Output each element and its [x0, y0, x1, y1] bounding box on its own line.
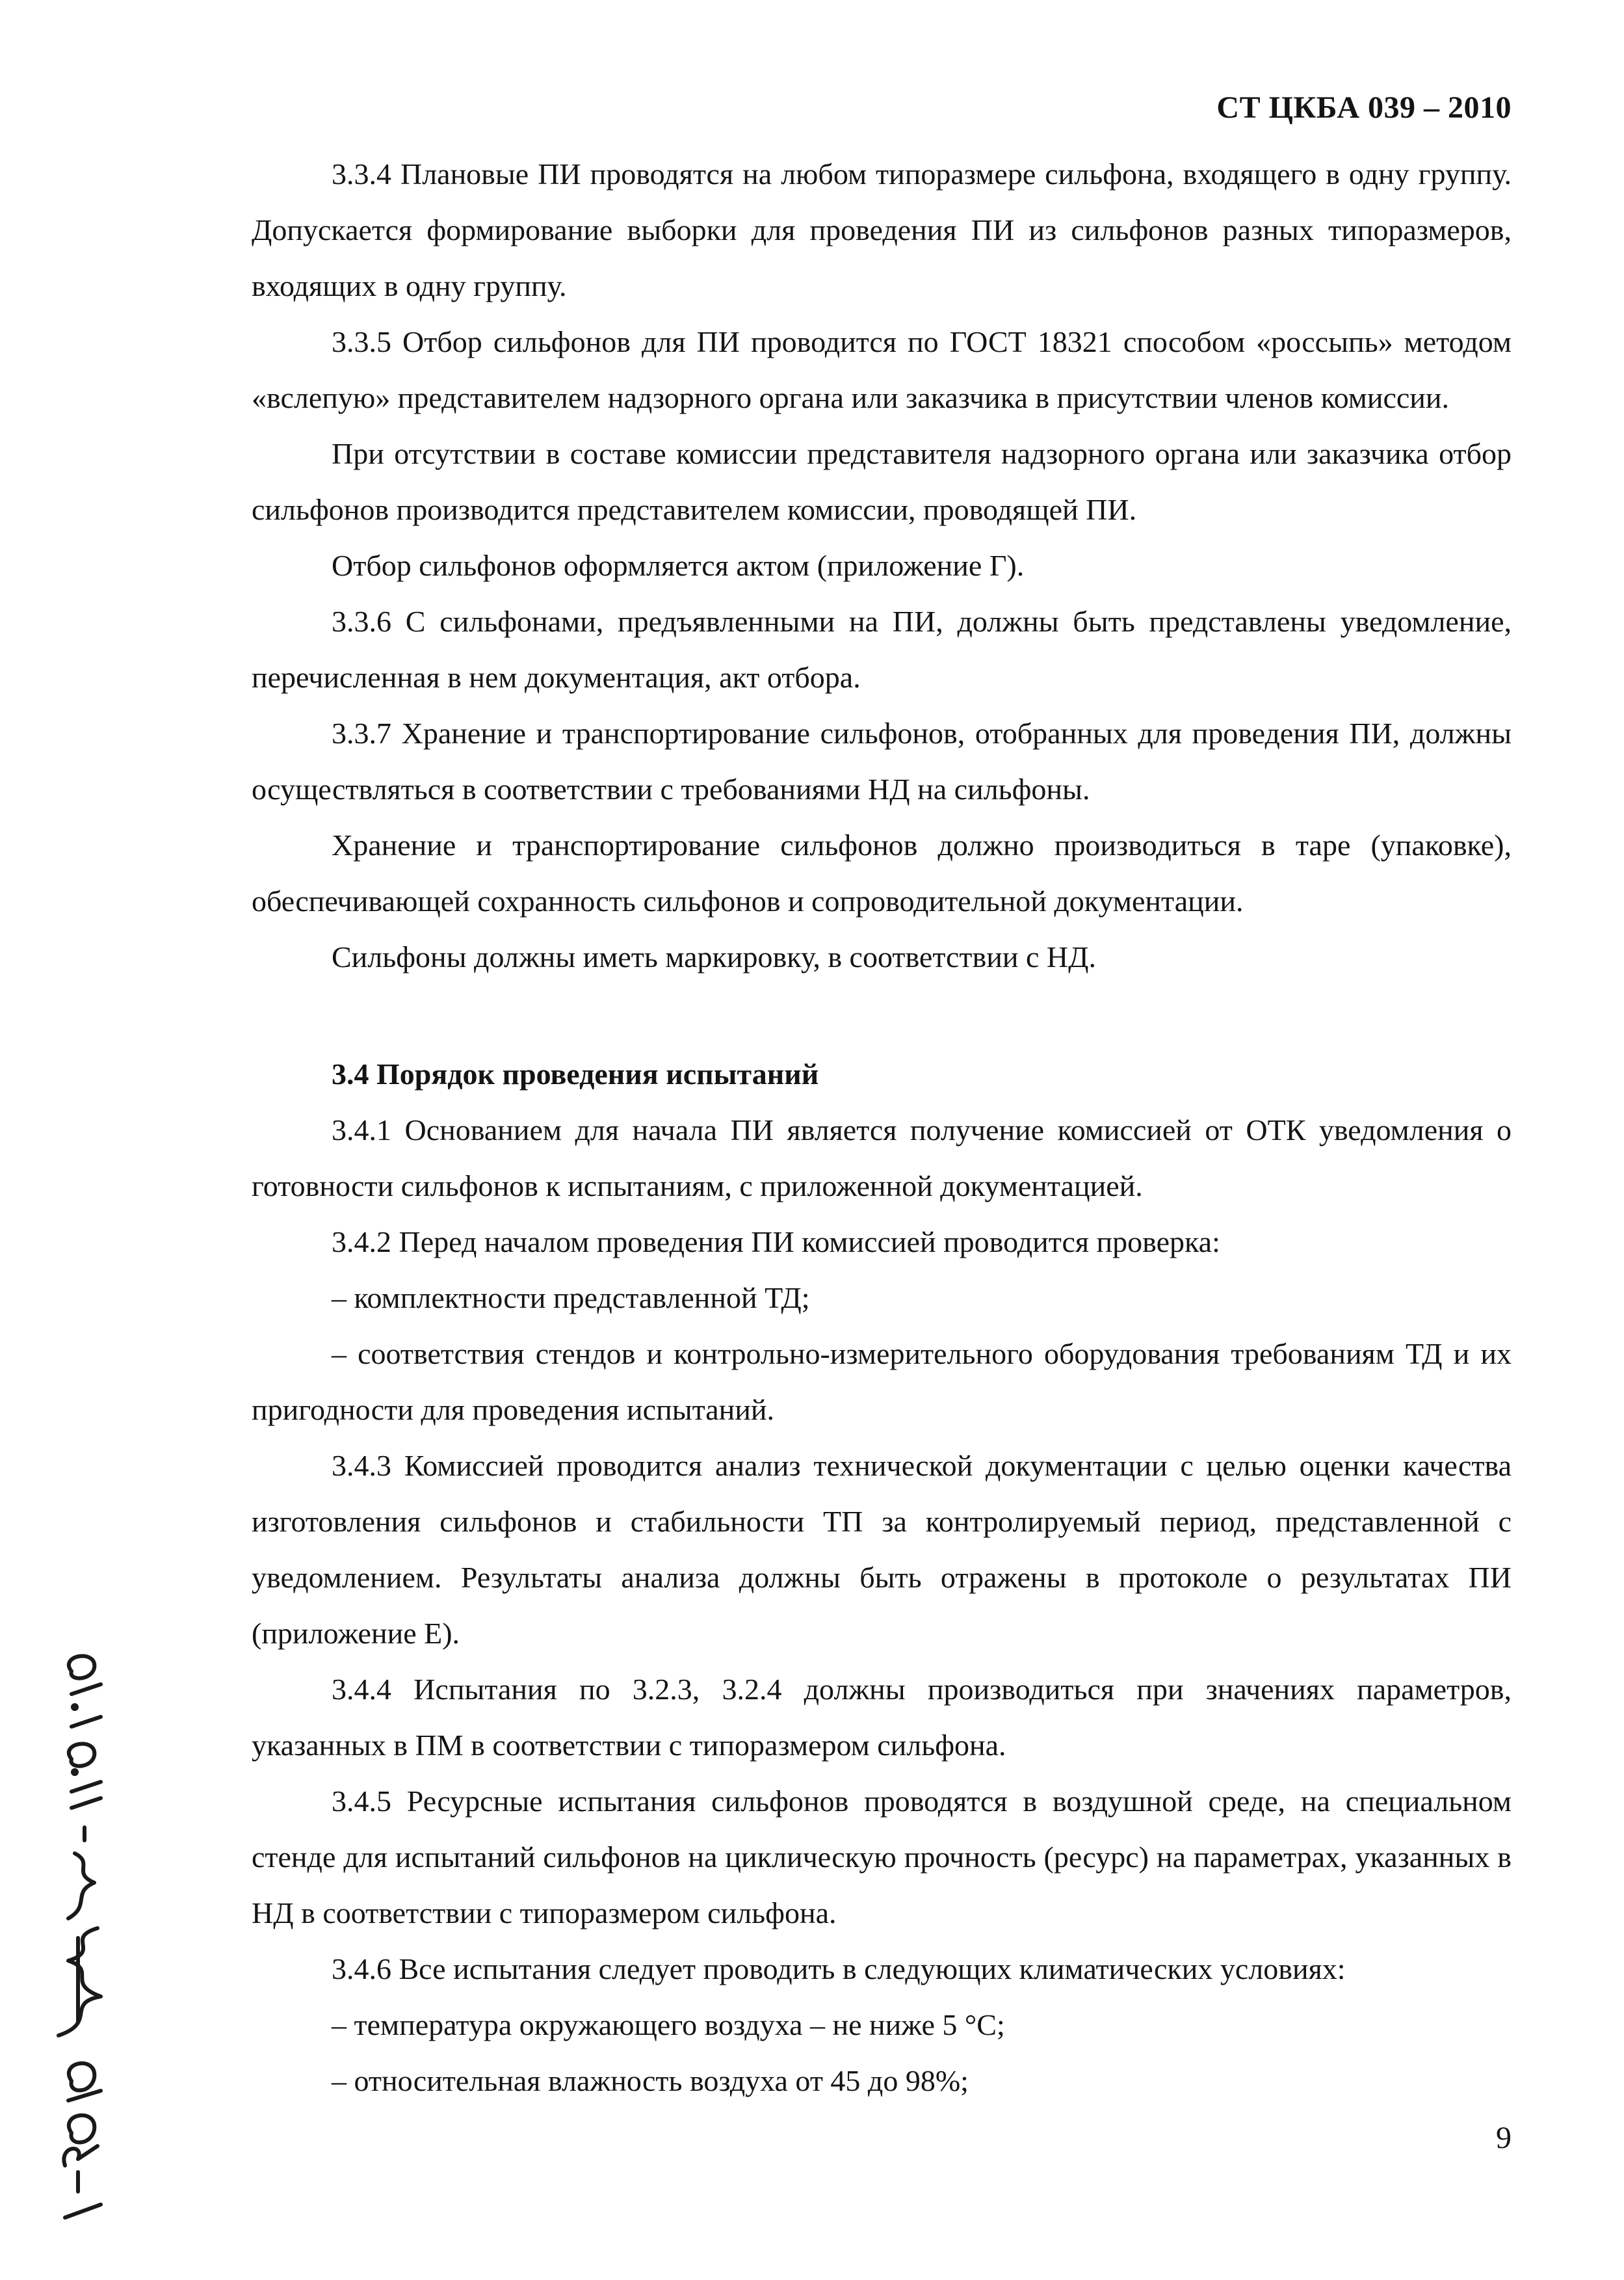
paragraph: Отбор сильфонов оформляется актом (приложение Г).: [332, 549, 1025, 582]
paragraph-3-4-6: 3.4.6 Все испытания следует проводить в следующих климатических условиях:: [332, 1952, 1346, 1985]
list-item: – комплектности представленной ТД;: [332, 1281, 810, 1314]
paragraph-3-4-5: 3.4.5 Ресурсные испытания сильфонов проводятся в воздушной среде, на специальном стенде для испытаний сильфонов на циклическую прочность (ресурс) на параметрах, указанных в НД в соответствии с типоразмером сильфона.: [252, 1784, 1512, 1929]
handwritten-margin-note: [39, 1632, 117, 2231]
list-item: – относительная влажность воздуха от 45 до 98%;: [332, 2064, 969, 2097]
paragraph-3-3-6: 3.3.6 С сильфонами, предъявленными на ПИ, должны быть представлены уведомление, перечисленная в нем документация, акт отбора.: [252, 605, 1512, 694]
document-header: СТ ЦКБА 039 – 2010: [1216, 90, 1512, 125]
paragraph: Хранение и транспортирование сильфонов должно производиться в таре (упаковке), обеспечивающей сохранность сильфонов и сопроводительной документации.: [252, 828, 1512, 918]
paragraph: При отсутствии в составе комиссии представителя надзорного органа или заказчика отбор сильфонов производится представителем комиссии, проводящей ПИ.: [252, 437, 1512, 526]
paragraph-3-4-1: 3.4.1 Основанием для начала ПИ является получение комиссией от ОТК уведомления о готовности сильфонов к испытаниям, с приложенной документацией.: [252, 1113, 1512, 1202]
paragraph-3-3-4: 3.3.4 Плановые ПИ проводятся на любом типоразмере сильфона, входящего в одну группу. Допускается формирование выборки для проведения ПИ из сильфонов разных типоразмеров, входящих в одну группу.: [252, 157, 1512, 302]
body-text: [252, 146, 1512, 2109]
section-heading-3-4: 3.4 Порядок проведения испытаний: [332, 1057, 819, 1091]
paragraph-3-3-5: 3.3.5 Отбор сильфонов для ПИ проводится по ГОСТ 18321 способом «россыпь» методом «вслепую» представителем надзорного органа или заказчика в присутствии членов комиссии.: [252, 325, 1512, 414]
paragraph-3-4-4: 3.4.4 Испытания по 3.2.3, 3.2.4 должны производиться при значениях параметров, указанных в ПМ в соответствии с типоразмером сильфона.: [252, 1673, 1512, 1762]
paragraph: Сильфоны должны иметь маркировку, в соответствии с НД.: [332, 940, 1096, 974]
list-item: – соответствия стендов и контрольно-измерительного оборудования требованиям ТД и их пригодности для проведения испытаний.: [252, 1337, 1512, 1426]
list-item: – температура окружающего воздуха – не ниже 5 °С;: [332, 2008, 1005, 2041]
paragraph-3-3-7: 3.3.7 Хранение и транспортирование сильфонов, отобранных для проведения ПИ, должны осуществляться в соответствии с требованиями НД на сильфоны.: [252, 717, 1512, 806]
paragraph-3-4-2: 3.4.2 Перед началом проведения ПИ комиссией проводится проверка:: [332, 1225, 1220, 1258]
page-number: 9: [1496, 2121, 1512, 2155]
paragraph-3-4-3: 3.4.3 Комиссией проводится анализ технической документации с целью оценки качества изготовления сильфонов и стабильности ТП за контролируемый период, представленной с уведомлением. Результаты анализа должны быть отражены в протоколе о результатах ПИ (приложение Е).: [252, 1449, 1512, 1650]
